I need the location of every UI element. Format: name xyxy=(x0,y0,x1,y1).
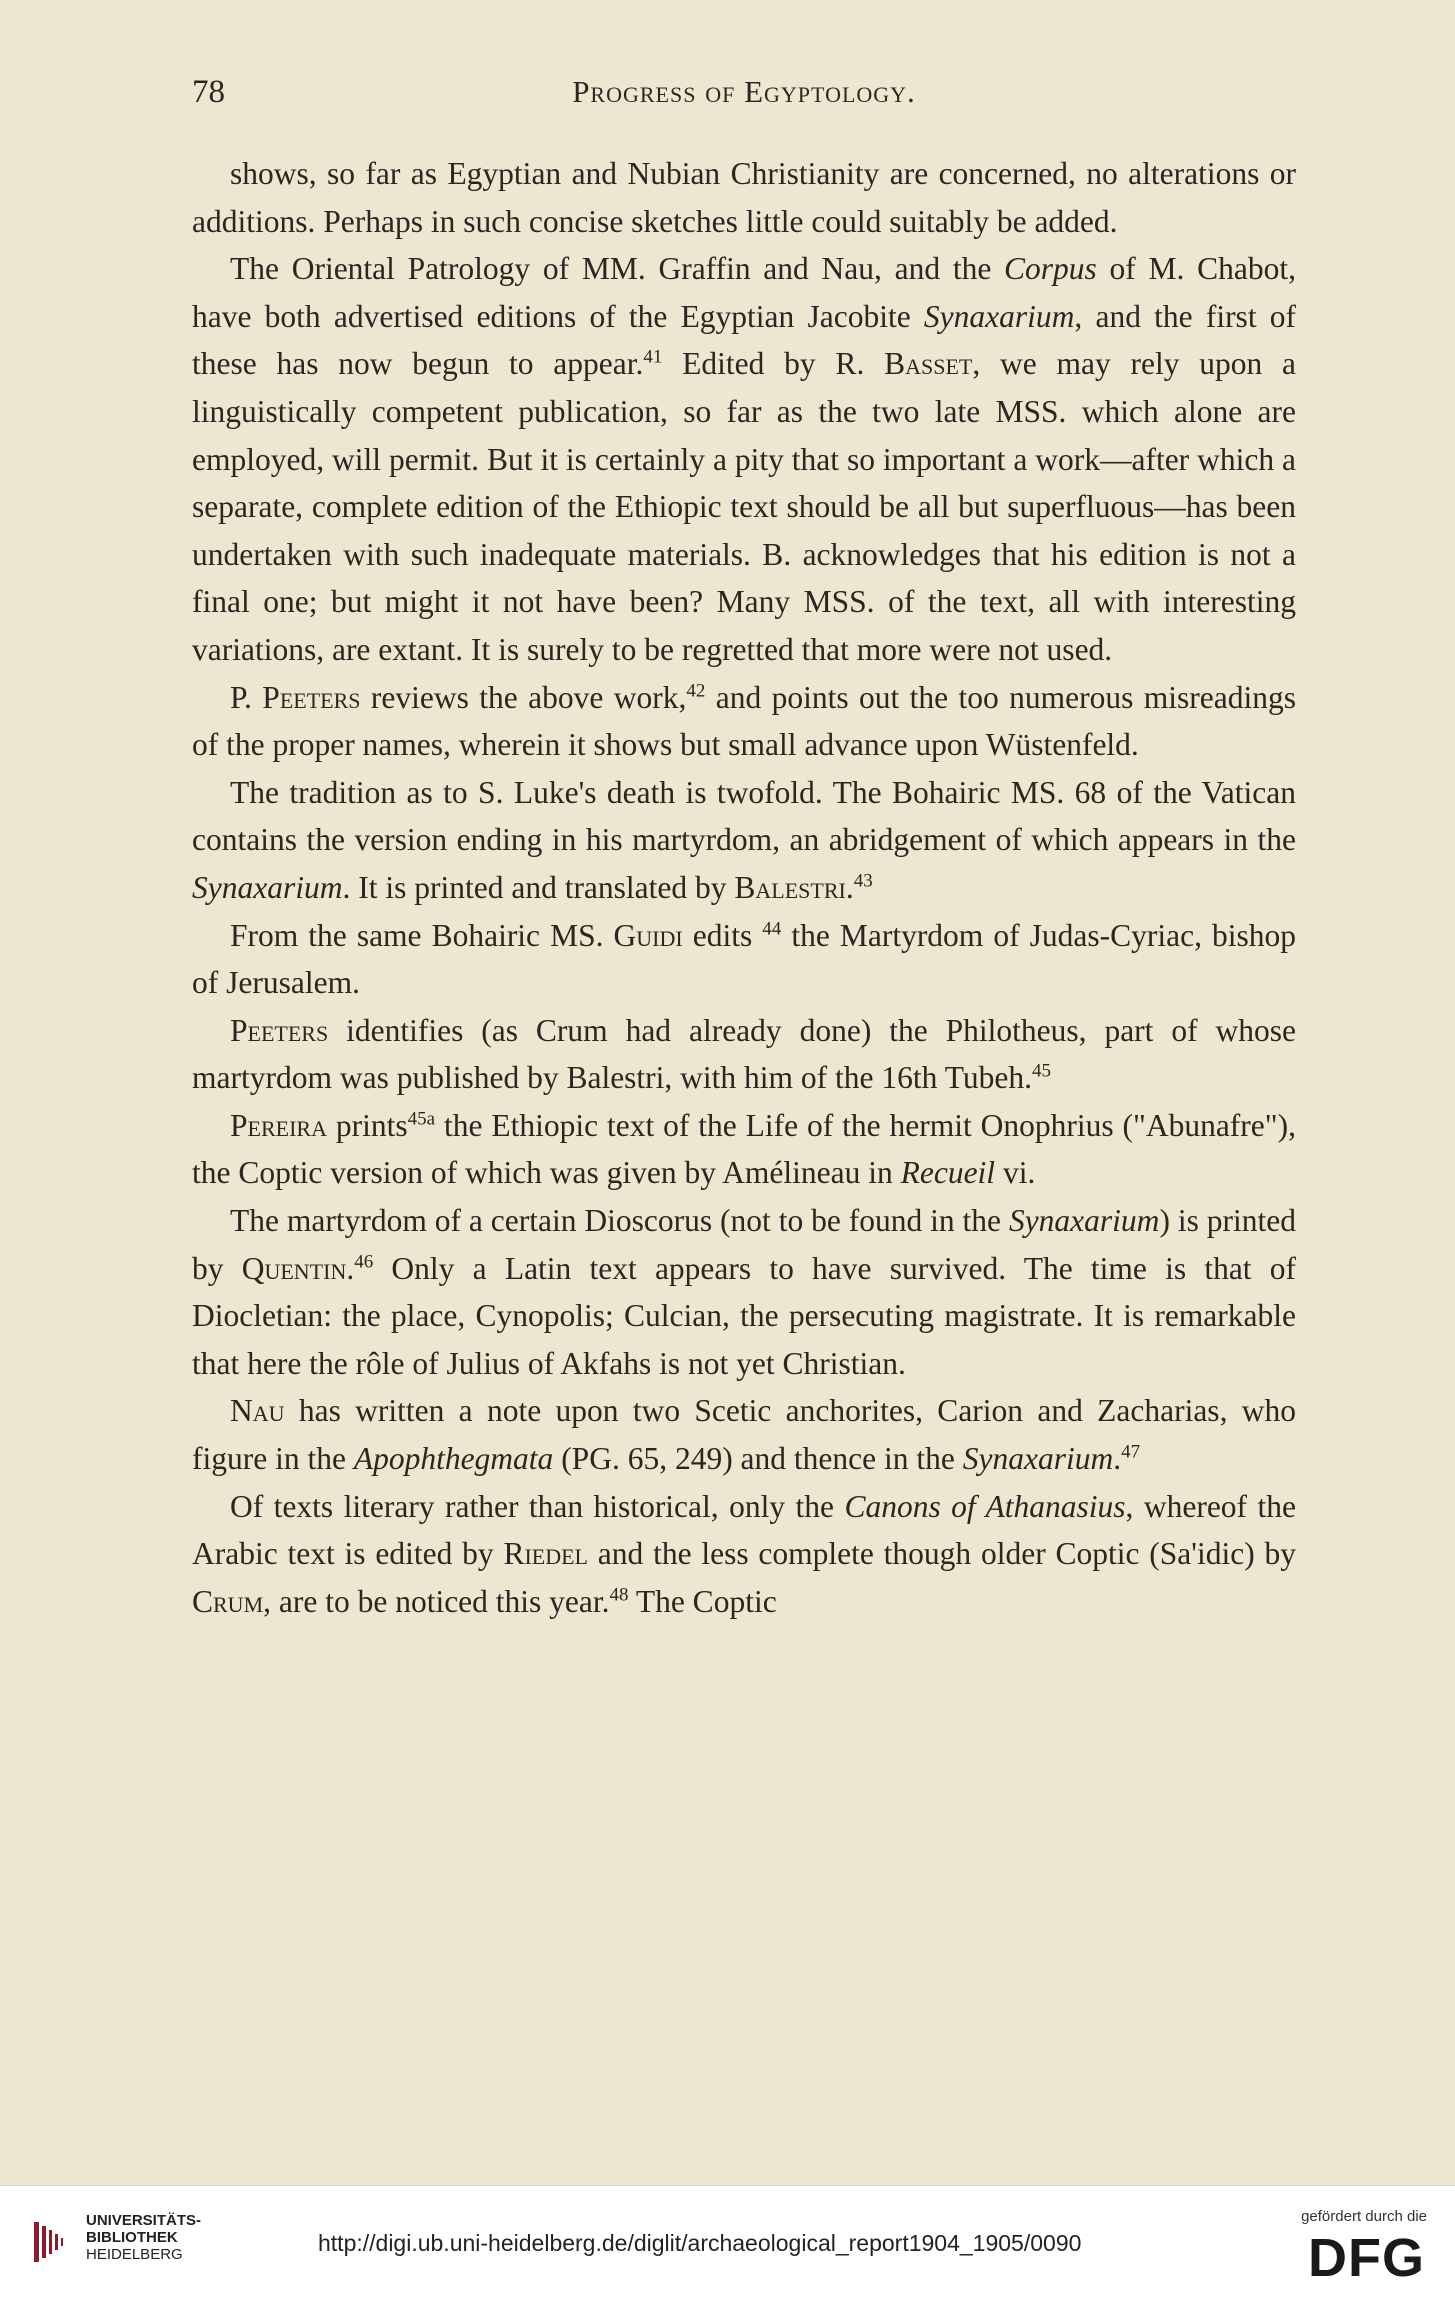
small-caps-name: Nau xyxy=(230,1393,285,1429)
text-run: , whereof the Arabic text is edited by xyxy=(192,1488,1296,1572)
text-run: vi. xyxy=(995,1155,1036,1191)
text-run: the Ethiopic text of the Life of the hermit Onophrius ("Abunafre"), the Coptic version of which was given by Amélineau in xyxy=(192,1107,1296,1191)
text-run: The tradition as to S. Luke's death is twofold. The Bohairic MS. 68 of the Vatican contains the version ending in his martyrdom, an abridgement of which appears in the xyxy=(192,774,1296,858)
permalink-url[interactable]: http://digi.ub.uni-heidelberg.de/diglit/archaeological_report1904_1905/0090 xyxy=(318,2230,1082,2256)
paragraph xyxy=(192,1007,1296,1102)
university-library-logo-icon xyxy=(30,2216,78,2268)
text-run: . It is printed and translated by xyxy=(342,869,735,905)
text-run: prints xyxy=(326,1107,408,1143)
italic-text: Apophthegmata xyxy=(353,1441,554,1477)
text-run: reviews the above work, xyxy=(360,679,687,715)
text-run: P. xyxy=(230,679,263,715)
footnote-ref: 46 xyxy=(354,1251,374,1273)
text-run: The martyrdom of a certain Dioscorus (not to be found in the xyxy=(230,1203,1009,1239)
text-run: shows, so far as Egyptian and Nubian Christianity are concerned, no alterations or additions. Perhaps in such concise sketches little could suitably be added. xyxy=(192,156,1296,239)
funding-note: gefördert durch die xyxy=(1301,2208,1427,2225)
text-run: edits xyxy=(682,917,763,953)
italic-text: Synaxarium xyxy=(192,869,343,905)
footer-bar xyxy=(0,2185,1455,2301)
text-run: identifies (as Crum had already done) the Philotheus, part of whose martyrdom was published by Balestri, with him of the 16th Tubeh. xyxy=(192,1012,1296,1096)
text-run: Only a Latin text appears to have survived. The time is that of Diocletian: the place, Cynopolis; Culcian, the persecuting magistrate. It is remarkable that here the rôle of Julius of Akfahs is not yet Christian. xyxy=(192,1250,1296,1381)
text-run: (PG. 65, 249) and thence in the xyxy=(553,1441,963,1477)
small-caps-name: Peeters xyxy=(262,679,361,715)
footnote-ref: 43 xyxy=(853,870,873,892)
footnote-ref: 41 xyxy=(643,346,663,368)
small-caps-name: Balestri xyxy=(734,869,846,905)
italic-text: Corpus xyxy=(1004,251,1097,287)
italic-text: Synaxarium xyxy=(923,298,1075,334)
footnote-ref: 44 xyxy=(762,918,782,939)
text-run: . xyxy=(1113,1441,1122,1477)
italic-text: Recueil xyxy=(900,1155,996,1191)
footnote-ref: 48 xyxy=(609,1584,629,1606)
text-run: of M. Chabot, have both advertised editions of the Egyptian Jacobite xyxy=(192,251,1296,334)
small-caps-name: Quentin xyxy=(241,1250,347,1286)
small-caps-name: Peeters xyxy=(230,1012,329,1048)
paragraph xyxy=(192,1483,1296,1626)
paragraph xyxy=(192,150,1296,245)
small-caps-name: Basset xyxy=(884,346,973,382)
text-run: , and the first of these has now begun to appear. xyxy=(192,298,1297,382)
text-run: , are to be noticed this year. xyxy=(263,1583,610,1619)
footnote-ref: 42 xyxy=(686,680,706,702)
paragraph xyxy=(192,1197,1296,1387)
italic-text: Synaxarium xyxy=(962,1441,1114,1477)
paragraph xyxy=(192,245,1296,673)
running-title: Progress of Egyptology. xyxy=(572,74,916,109)
paragraph xyxy=(192,912,1296,1007)
text-run: and points out the too numerous misreadings of the proper names, wherein it shows but small advance upon Wüstenfeld. xyxy=(192,679,1296,763)
text-run: has written a note upon two Scetic anchorites, Carion and Zacharias, who figure in the xyxy=(192,1393,1296,1477)
text-run: . xyxy=(346,1250,355,1286)
page-header xyxy=(192,74,1296,124)
text-run: Edited by R. xyxy=(662,346,885,382)
dfg-logo: DFG xyxy=(1308,2228,1425,2288)
italic-text: Synaxarium xyxy=(1008,1203,1160,1239)
text-run: The Coptic xyxy=(628,1583,777,1619)
text-run: The Oriental Patrology of MM. Graffin and Nau, and the xyxy=(230,251,1005,287)
text-run: ) is printed by xyxy=(192,1203,1296,1286)
text-run: , we may rely upon a linguistically competent publication, so far as the two late MSS. which alone are employed, will permit. But it is certainly a pity that so important a work—after which a separate, complete edition of the Ethiopic text should be all but superfluous—has been undertaken with such inadequate materials. B. acknowledges that his edition is not a final one; but might it not have been? Many MSS. of the text, all with interesting variations, are extant. It is surely to be regretted that more were not used. xyxy=(192,346,1296,667)
text-run: the Martyrdom of Judas-Cyriac, bishop of Jerusalem. xyxy=(192,917,1296,1001)
page-number: 78 xyxy=(192,74,225,110)
paragraph xyxy=(192,1387,1296,1482)
small-caps-name: Pereira xyxy=(230,1107,327,1143)
text-run: Of texts literary rather than historical, only the xyxy=(230,1488,845,1524)
small-caps-name: Guidi xyxy=(613,917,683,953)
small-caps-name: Crum xyxy=(192,1583,264,1619)
body-text xyxy=(192,150,1296,1625)
small-caps-name: Riedel xyxy=(503,1536,588,1572)
footnote-ref: 47 xyxy=(1121,1441,1141,1463)
italic-text: Canons of Athanasius xyxy=(844,1488,1126,1524)
university-library-name: UNIVERSITÄTS- BIBLIOTHEK HEIDELBERG xyxy=(86,2212,202,2263)
text-run: and the less complete though older Coptic (Sa'idic) by xyxy=(587,1536,1296,1572)
paragraph xyxy=(192,1102,1296,1197)
footnote-ref: 45a xyxy=(407,1108,436,1130)
text-run: From the same Bohairic MS. xyxy=(230,917,614,953)
footnote-ref: 45 xyxy=(1031,1060,1051,1082)
paragraph xyxy=(192,769,1296,912)
text-run: . xyxy=(845,869,854,905)
paragraph xyxy=(192,674,1296,769)
